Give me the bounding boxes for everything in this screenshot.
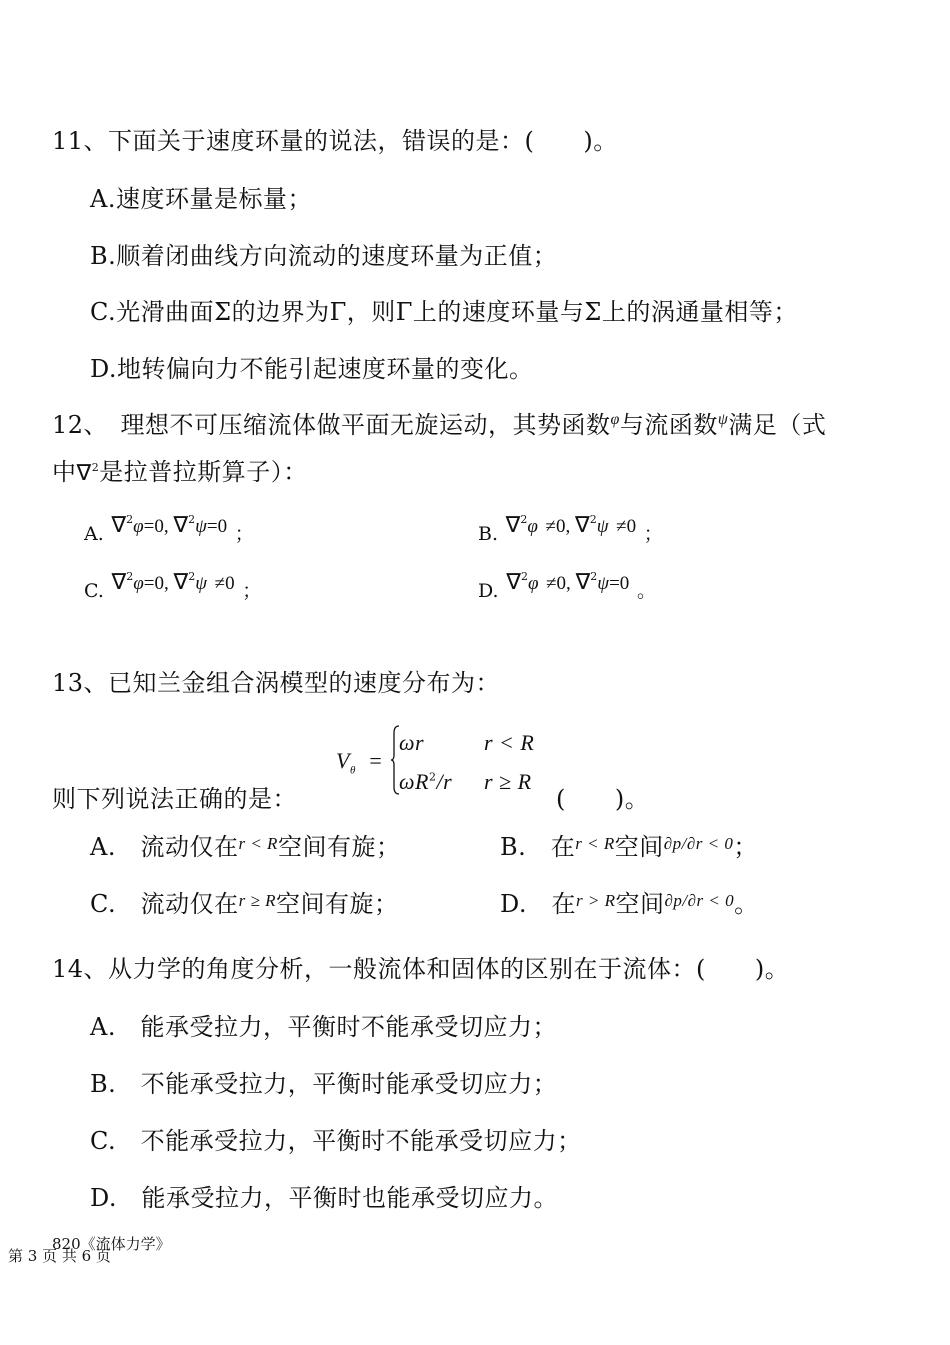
q12-d-end: 。 <box>636 580 656 602</box>
q12-stem-line1 <box>52 410 826 440</box>
q12-d-expr2: =0 <box>609 573 630 594</box>
phi-symbol: φ <box>610 411 620 428</box>
q13-option-c: C. 流动仅在$^{r \ge R}$空间有旋； <box>90 890 399 918</box>
q13-option-d: D. 在$^{r > R}$空间$^{\partial p/\partial r < 0}$。 <box>500 890 759 918</box>
q13-stem: 13、已知兰金组合涡模型的速度分布为： <box>52 669 501 697</box>
q12-line2-part2: 是拉普拉斯算子）： <box>99 458 308 486</box>
q11-option-b: B.顺着闭曲线方向流动的速度环量为正值； <box>90 242 558 270</box>
q12-stem-line2: 中∇$^2$是拉普拉斯算子）： <box>52 458 308 486</box>
q12-b-expr2: ≠0 <box>616 516 637 537</box>
q12-b-label: B. <box>478 523 499 545</box>
footer-course: 820《流体力学》 <box>52 1235 171 1253</box>
footer-page-number: 第 3 页 共 6 页 <box>8 1247 111 1265</box>
case2-expr: $\omega R^2/r$ <box>399 769 453 794</box>
q11-option-c: C.光滑曲面Σ的边界为Γ，则Γ上的速度环量与Σ上的涡通量相等； <box>90 298 798 326</box>
case2-cond: r ≥ R <box>484 769 532 794</box>
q12-a-label: A. <box>84 523 104 545</box>
q12-option-d: D. ∇$^2$φ ≠0, ∇$^2$ψ=0 。 <box>478 570 656 602</box>
v-theta: $V_\theta$ = <box>336 748 383 777</box>
q14-stem: 14、从力学的角度分析，一般流体和固体的区别在于流体：( )。 <box>52 955 790 983</box>
q12-option-a: A. ∇$^2$φ=0, ∇$^2$ψ=0 ； <box>84 513 254 545</box>
q11-stem: 11、下面关于速度环量的说法，错误的是：( )。 <box>52 127 618 155</box>
q12-line2-part1: 中 <box>52 458 77 486</box>
q12-b-expr: ≠0, <box>545 516 575 537</box>
q14-option-c: C. 不能承受拉力，平衡时不能承受切应力； <box>90 1127 582 1155</box>
q12-a-expr2: =0 <box>206 516 228 537</box>
q12-c-expr2: ≠0 <box>214 573 235 594</box>
q13-prompt: 则下列说法正确的是： <box>52 785 297 813</box>
q11-option-d: D.地转偏向力不能引起速度环量的变化。 <box>90 355 534 383</box>
q13-option-a: A. 流动仅在$^{r < R}$空间有旋； <box>90 833 401 861</box>
q12-a-expr: =0, <box>143 516 174 537</box>
q11-option-a: A.速度环量是标量； <box>90 185 312 213</box>
q14-option-a: A. 能承受拉力，平衡时不能承受切应力； <box>90 1013 557 1041</box>
q12-a-end: ； <box>234 523 254 545</box>
q12-stem-part3: 满足（式 <box>728 411 827 439</box>
q12-stem-part1: 12、 理想不可压缩流体做平面无旋运动，其势函数 <box>52 411 611 439</box>
q12-c-label: C. <box>84 580 104 602</box>
q12-d-label: D. <box>478 580 499 602</box>
q12-option-c: C. ∇$^2$φ=0, ∇$^2$ψ ≠0 ； <box>84 570 262 602</box>
q13-paren: ( )。 <box>556 785 650 813</box>
case1-expr: ωr <box>399 730 425 755</box>
q14-option-d: D. 能承受拉力，平衡时也能承受切应力。 <box>90 1184 559 1212</box>
psi-symbol: ψ <box>717 411 729 428</box>
q12-option-b: B. ∇$^2$φ ≠0, ∇$^2$ψ ≠0 ； <box>478 513 663 545</box>
q12-c-expr: =0, <box>143 573 174 594</box>
q12-b-end: ； <box>643 523 663 545</box>
q12-d-expr: ≠0, <box>546 573 576 594</box>
q14-option-b: B. 不能承受拉力，平衡时能承受切应力； <box>90 1070 558 1098</box>
case1-cond: r < R <box>484 730 535 755</box>
nabla-symbol: ∇ <box>76 461 92 486</box>
q12-stem-part2: 与流函数 <box>619 411 718 439</box>
q12-c-end: ； <box>242 580 262 602</box>
q13-option-b: B. 在$^{r < R}$空间$^{\partial p/\partial r < 0}$； <box>500 833 758 861</box>
